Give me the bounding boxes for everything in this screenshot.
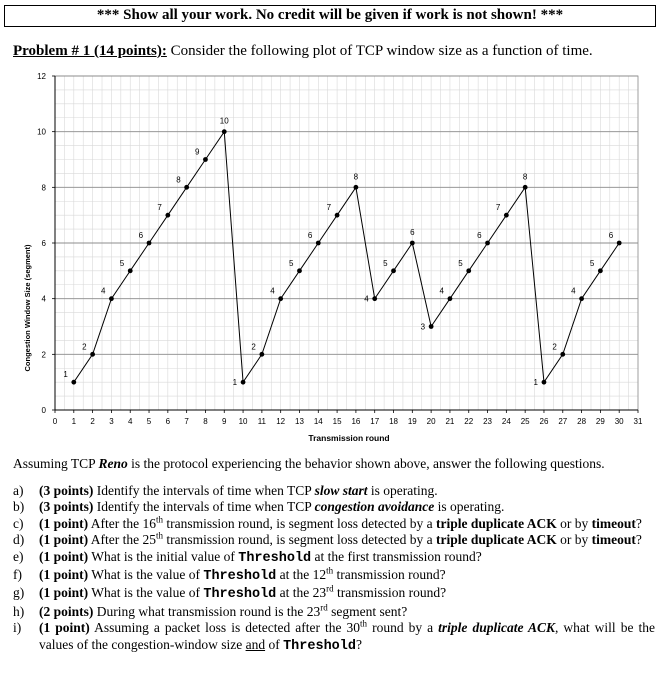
question-letter: h) bbox=[13, 603, 25, 619]
y-tick-label: 8 bbox=[41, 183, 46, 193]
question-a bbox=[13, 483, 655, 499]
data-label: 4 bbox=[100, 286, 106, 296]
data-point bbox=[297, 268, 302, 273]
data-point bbox=[579, 296, 584, 301]
data-point bbox=[560, 352, 565, 357]
data-label: 6 bbox=[410, 228, 415, 237]
q-text: What is the value of bbox=[88, 585, 204, 601]
x-tick-label: 28 bbox=[577, 417, 587, 426]
data-point bbox=[448, 296, 453, 301]
data-point bbox=[71, 380, 76, 385]
question-points: (1 point) bbox=[39, 532, 89, 548]
q-text: transmission round? bbox=[333, 585, 447, 601]
x-tick-label: 27 bbox=[558, 417, 568, 426]
q-text: What is the initial value of bbox=[88, 548, 239, 564]
q-sup: th bbox=[360, 618, 368, 629]
x-tick-label: 24 bbox=[501, 417, 511, 426]
data-label: 3 bbox=[420, 322, 426, 332]
data-label: 6 bbox=[608, 231, 614, 240]
data-label: 1 bbox=[533, 378, 538, 388]
question-letter: e) bbox=[13, 548, 24, 564]
q-emph: triple duplicate ACK bbox=[438, 620, 555, 636]
data-point bbox=[410, 241, 415, 246]
x-tick-label: 15 bbox=[332, 417, 342, 426]
x-tick-label: 22 bbox=[464, 417, 474, 426]
q-text: Identify the intervals of time when TCP bbox=[93, 499, 315, 515]
q-text: Assuming a packet loss is detected after the 30 bbox=[89, 620, 361, 636]
data-label: 2 bbox=[552, 342, 557, 352]
data-point bbox=[466, 268, 471, 273]
q-text: , what will be the values of the congestion-window size bbox=[39, 620, 655, 652]
question-letter: f) bbox=[13, 567, 22, 583]
x-tick-label: 4 bbox=[127, 417, 133, 426]
x-tick-label: 23 bbox=[483, 417, 493, 426]
data-label: 2 bbox=[251, 342, 256, 352]
q-text: at the 23 bbox=[276, 585, 327, 601]
intro-protocol: Reno bbox=[98, 456, 128, 471]
question-c bbox=[13, 516, 655, 532]
x-tick-label: 7 bbox=[184, 417, 189, 426]
data-point bbox=[128, 268, 133, 273]
y-axis-label: Congestion Window Size (segment) bbox=[23, 244, 32, 372]
data-label: 10 bbox=[219, 116, 229, 126]
question-letter: i) bbox=[13, 620, 22, 636]
data-point bbox=[372, 296, 377, 301]
x-tick-label: 10 bbox=[238, 417, 248, 426]
question-g bbox=[13, 585, 655, 603]
x-tick-label: 2 bbox=[90, 417, 95, 426]
q-text: or by bbox=[556, 532, 592, 548]
q-bold: triple duplicate ACK bbox=[435, 532, 557, 548]
question-i bbox=[13, 620, 655, 655]
q-text: round by a bbox=[367, 620, 439, 636]
x-tick-label: 0 bbox=[52, 417, 58, 426]
question-letter: c) bbox=[13, 515, 24, 531]
q-code: Threshold bbox=[238, 550, 312, 566]
x-tick-label: 1 bbox=[71, 417, 77, 426]
data-label: 4 bbox=[439, 286, 444, 296]
q-text: or by bbox=[556, 515, 592, 531]
x-tick-label: 14 bbox=[313, 417, 323, 426]
q-sup: th bbox=[156, 514, 164, 525]
chart-series bbox=[63, 117, 621, 388]
question-points: (1 point) bbox=[39, 548, 89, 564]
x-tick-label: 13 bbox=[295, 417, 304, 426]
data-point bbox=[222, 129, 227, 134]
q-text: ? bbox=[635, 532, 642, 548]
data-point bbox=[598, 268, 603, 273]
q-emph: slow start bbox=[314, 483, 368, 498]
q-text: transmission round, is segment loss detected by a bbox=[163, 532, 436, 548]
tcp-window-chart bbox=[0, 66, 664, 451]
q-code: Threshold bbox=[283, 638, 356, 654]
q-bold: triple duplicate ACK bbox=[435, 515, 557, 531]
q-sup: th bbox=[156, 530, 164, 541]
data-point bbox=[165, 213, 170, 218]
q-code: Threshold bbox=[203, 587, 277, 603]
data-label: 5 bbox=[589, 258, 595, 268]
data-point bbox=[316, 241, 321, 246]
data-label: 6 bbox=[307, 231, 313, 240]
q-text: During what transmission round is the 23 bbox=[93, 603, 321, 619]
y-tick-label: 0 bbox=[41, 406, 46, 415]
x-tick-label: 11 bbox=[257, 417, 267, 426]
question-letter: a) bbox=[13, 483, 24, 498]
chart-axes bbox=[37, 72, 643, 426]
data-point bbox=[542, 380, 547, 385]
q-code: Threshold bbox=[203, 569, 277, 585]
data-point bbox=[278, 296, 283, 301]
data-point bbox=[523, 185, 528, 190]
q-text: at the first transmission round? bbox=[311, 548, 482, 564]
data-label: 8 bbox=[522, 172, 528, 182]
question-points: (3 points) bbox=[39, 483, 94, 498]
data-label: 2 bbox=[82, 342, 87, 352]
data-point bbox=[184, 185, 189, 190]
intro-after: is the protocol experiencing the behavior shown above, answer the following questions. bbox=[127, 456, 605, 471]
y-tick-label: 6 bbox=[41, 239, 46, 248]
y-tick-label: 4 bbox=[41, 294, 46, 304]
x-axis-label: Transmission round bbox=[308, 433, 390, 443]
q-sup: th bbox=[326, 565, 334, 576]
question-points: (1 point) bbox=[39, 567, 89, 583]
x-tick-label: 8 bbox=[203, 417, 208, 426]
x-tick-label: 3 bbox=[109, 417, 114, 426]
q-bold: timeout bbox=[591, 532, 636, 548]
q-sup: rd bbox=[320, 602, 328, 613]
intro-before: Assuming TCP bbox=[13, 456, 99, 471]
x-tick-label: 17 bbox=[370, 417, 380, 426]
question-points: (1 point) bbox=[39, 585, 89, 601]
data-label: 1 bbox=[232, 378, 238, 388]
q-text: of bbox=[265, 636, 284, 652]
data-label: 7 bbox=[495, 203, 501, 213]
problem-text: Consider the following plot of TCP window size as a function of time. bbox=[166, 43, 593, 59]
data-point bbox=[617, 241, 622, 246]
x-tick-label: 6 bbox=[165, 417, 171, 426]
x-tick-label: 29 bbox=[595, 417, 605, 426]
x-tick-label: 30 bbox=[614, 417, 624, 426]
question-points: (2 points) bbox=[39, 603, 94, 619]
data-label: 8 bbox=[353, 172, 359, 182]
q-text: ? bbox=[635, 515, 642, 531]
problem-statement bbox=[13, 43, 593, 60]
q-text: After the 16 bbox=[88, 515, 156, 531]
data-point bbox=[90, 352, 95, 357]
data-label: 5 bbox=[119, 258, 125, 268]
data-label: 8 bbox=[176, 175, 181, 185]
y-tick-label: 2 bbox=[41, 350, 46, 360]
data-point bbox=[354, 185, 359, 190]
data-point bbox=[203, 157, 208, 162]
data-point bbox=[259, 352, 264, 357]
data-point bbox=[241, 380, 246, 385]
q-emph: congestion avoidance bbox=[314, 499, 435, 515]
question-f bbox=[13, 567, 655, 585]
data-point bbox=[485, 241, 490, 246]
data-point bbox=[147, 241, 152, 246]
data-point bbox=[335, 213, 340, 218]
question-list bbox=[13, 483, 655, 655]
question-points: (1 point) bbox=[39, 515, 89, 531]
q-text: at the 12 bbox=[276, 567, 327, 583]
q-underline: and bbox=[245, 636, 266, 652]
question-letter: d) bbox=[13, 532, 25, 548]
data-label: 5 bbox=[383, 258, 388, 268]
question-e bbox=[13, 549, 655, 567]
question-h bbox=[13, 604, 655, 620]
y-tick-label: 10 bbox=[37, 127, 46, 137]
intro-text bbox=[13, 456, 605, 472]
x-tick-label: 19 bbox=[407, 417, 417, 426]
q-bold: timeout bbox=[591, 515, 636, 531]
data-point bbox=[504, 213, 509, 218]
y-tick-label: 12 bbox=[37, 72, 46, 81]
data-label: 7 bbox=[157, 203, 162, 213]
data-point bbox=[429, 324, 434, 329]
data-label: 7 bbox=[326, 203, 332, 213]
chart-grid bbox=[55, 76, 638, 410]
q-text: What is the value of bbox=[88, 567, 204, 583]
data-label: 5 bbox=[289, 258, 294, 268]
data-label: 4 bbox=[571, 286, 576, 296]
q-text: transmission round? bbox=[333, 567, 446, 583]
data-label: 4 bbox=[364, 294, 369, 304]
q-text: After the 25 bbox=[88, 532, 156, 548]
question-letter: g) bbox=[13, 585, 25, 601]
q-sup: rd bbox=[326, 583, 334, 594]
x-tick-label: 25 bbox=[520, 417, 530, 426]
x-tick-label: 5 bbox=[146, 417, 152, 426]
data-label: 6 bbox=[477, 231, 482, 240]
q-text: is operating. bbox=[367, 483, 438, 498]
question-d bbox=[13, 532, 655, 548]
x-tick-label: 18 bbox=[389, 417, 398, 426]
question-points: (3 points) bbox=[39, 499, 94, 515]
instructions-banner: *** Show all your work. No credit will be given if work is not shown! *** bbox=[4, 5, 656, 27]
x-tick-label: 31 bbox=[633, 417, 643, 426]
question-b bbox=[13, 499, 655, 515]
data-label: 5 bbox=[458, 258, 463, 268]
q-text: segment sent? bbox=[327, 603, 408, 619]
data-label: 9 bbox=[194, 147, 200, 157]
x-tick-label: 26 bbox=[539, 417, 549, 426]
x-tick-label: 20 bbox=[426, 417, 436, 426]
x-tick-label: 12 bbox=[276, 417, 286, 426]
q-text: transmission round, is segment loss detected by a bbox=[163, 515, 436, 531]
data-label: 4 bbox=[270, 286, 275, 296]
q-text: ? bbox=[356, 636, 362, 652]
data-point bbox=[109, 296, 114, 301]
data-label: 6 bbox=[138, 231, 144, 240]
x-tick-label: 16 bbox=[351, 417, 361, 426]
data-label: 1 bbox=[63, 370, 68, 380]
x-tick-label: 21 bbox=[445, 417, 455, 426]
data-point bbox=[391, 268, 396, 273]
question-letter: b) bbox=[13, 499, 25, 515]
x-tick-label: 9 bbox=[222, 417, 227, 426]
problem-label: Problem # 1 (14 points): bbox=[13, 43, 167, 59]
q-text: Identify the intervals of time when TCP bbox=[93, 483, 315, 498]
question-points: (1 point) bbox=[39, 620, 90, 636]
q-text: is operating. bbox=[434, 499, 505, 515]
